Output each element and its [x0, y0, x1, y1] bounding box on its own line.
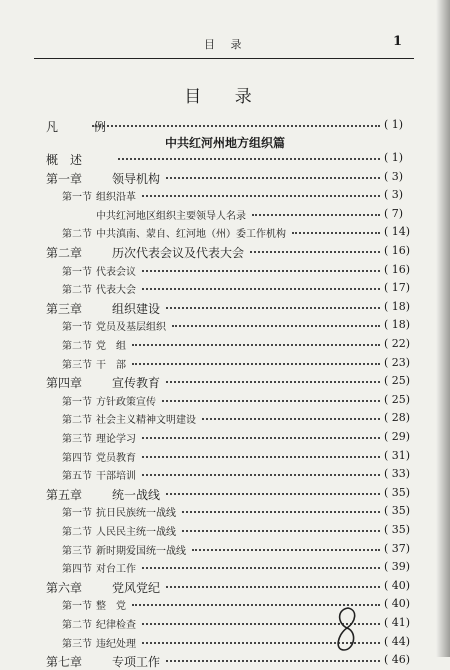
leader-dots	[142, 195, 380, 197]
toc-entry-page: ( 35)	[384, 523, 411, 536]
toc-entry-number: 第三节	[62, 359, 92, 371]
toc-entry-number: 第一节	[62, 192, 92, 204]
toc-entry-page: ( 46)	[384, 653, 411, 667]
toc-entry-title: 代表大会	[96, 285, 136, 297]
toc-entry-number: 第二章	[46, 246, 83, 260]
toc-entry-number: 第一章	[46, 171, 83, 186]
toc-entry-page: ( 3)	[384, 169, 404, 183]
toc-entry-number: 第二节	[62, 341, 92, 352]
toc-entry	[0, 559, 450, 577]
toc-entry-label	[62, 337, 126, 352]
toc-entry-number: 第二节	[62, 415, 92, 427]
toc-entry-title: 方针政策宣传	[96, 396, 156, 408]
toc-entry-title: 纪律检查	[96, 620, 136, 631]
toc-entry-label: 凡 例	[46, 120, 122, 134]
leader-dots	[202, 418, 380, 420]
leader-dots	[166, 493, 380, 495]
toc-entry-number: 第二节	[62, 527, 92, 538]
toc-entry-page: ( 1)	[384, 118, 404, 131]
toc-entry-title: 抗日民族统一战线	[96, 508, 176, 520]
toc-entry-label	[46, 170, 160, 187]
toc-entry	[0, 615, 450, 633]
toc-entry	[0, 187, 450, 205]
toc-entry-title: 干部培训	[96, 471, 136, 483]
toc-entry-title: 统一战线	[112, 487, 161, 502]
toc-entry-number: 第七章	[46, 655, 83, 670]
leader-dots	[292, 232, 380, 234]
toc-entry-page: ( 31)	[384, 448, 411, 462]
toc-entry-number: 第二节	[62, 620, 92, 631]
toc-entry	[0, 299, 450, 317]
toc-entry-label	[62, 430, 136, 445]
toc-entry-label	[46, 244, 244, 261]
toc-entry-title: 人民民主统一战线	[96, 527, 176, 538]
toc-entry-label	[62, 318, 166, 333]
leader-dots	[92, 125, 380, 127]
toc-entry	[0, 262, 450, 280]
leader-dots	[118, 158, 380, 160]
leader-dots	[142, 567, 380, 569]
toc-entry-label	[46, 486, 160, 503]
toc-entry-label	[62, 411, 196, 426]
toc-entry-label	[62, 635, 136, 650]
toc-entry-number: 第一节	[62, 508, 92, 520]
toc-entry-number: 第一节	[62, 396, 92, 408]
toc-entry-label	[62, 188, 136, 203]
toc-entry-title: 组织沿革	[96, 192, 136, 204]
toc-entry-page: ( 44)	[384, 634, 411, 648]
toc-entry-number: 第四章	[46, 376, 83, 391]
toc-entry-label	[96, 207, 246, 222]
leader-dots	[166, 660, 380, 662]
toc-entry	[0, 243, 450, 261]
toc-entry-label	[62, 449, 136, 464]
toc-entry	[0, 503, 450, 521]
toc-entry-page: ( 17)	[384, 281, 411, 295]
leader-dots	[166, 381, 380, 383]
toc-entry-page: ( 18)	[384, 299, 411, 313]
leader-dots	[162, 400, 380, 402]
handwritten-mark	[332, 604, 362, 654]
toc-entry-number: 第四节	[62, 564, 92, 576]
toc-entry	[0, 206, 450, 224]
toc-entry-page: ( 35)	[384, 485, 411, 499]
page-number: 1	[392, 34, 402, 49]
toc-entry-title: 中共红河地区组织主要领导人名录	[96, 210, 246, 222]
toc-entry-title: 宣传教育	[112, 376, 161, 391]
toc-entry-number: 概 述	[46, 153, 83, 167]
toc-entry	[0, 541, 450, 559]
toc-entry	[0, 392, 450, 410]
toc-entry-page: ( 1)	[384, 151, 404, 164]
toc-entry	[0, 169, 450, 187]
toc-entry-page: ( 25)	[384, 392, 411, 406]
header-rule	[34, 58, 414, 59]
toc-entry-page: ( 39)	[384, 560, 411, 574]
leader-dots	[142, 456, 380, 458]
toc-entry-title: 领导机构	[112, 171, 161, 186]
toc-entry	[0, 355, 450, 373]
leader-dots	[192, 549, 380, 551]
running-header-title: 目 录	[204, 38, 248, 51]
toc-entry-title: 干 部	[96, 359, 126, 371]
toc-entry-title: 对台工作	[96, 564, 136, 576]
toc-entry-page: ( 7)	[384, 206, 404, 220]
leader-dots	[182, 511, 380, 513]
toc-entry-title: 新时期爱国统一战线	[96, 545, 186, 557]
toc-entry-number: 第三节	[62, 434, 92, 445]
toc-entry-label	[62, 393, 156, 408]
toc-entry-number: 第三章	[46, 301, 83, 316]
toc-entry-label	[62, 523, 176, 538]
toc-entry	[0, 280, 450, 298]
toc-entry-label	[62, 281, 136, 296]
toc-entry-label	[62, 263, 136, 278]
leader-dots	[166, 586, 380, 588]
toc-entry-page: ( 28)	[384, 411, 411, 425]
leader-dots	[132, 344, 380, 346]
toc-entry	[0, 336, 450, 354]
toc-entry	[0, 485, 450, 503]
toc-entry-label	[46, 374, 160, 391]
toc-entry-page: ( 16)	[384, 262, 411, 276]
toc-entry-label	[62, 542, 186, 557]
toc-entry-label	[62, 597, 126, 612]
toc-entry-label	[46, 151, 112, 168]
leader-dots	[172, 325, 380, 327]
toc-entry	[0, 224, 450, 242]
toc-entry-fanli	[0, 117, 450, 135]
toc-entry-page: ( 18)	[384, 318, 411, 332]
toc-entry	[0, 429, 450, 447]
toc-entry-page: ( 33)	[384, 467, 411, 481]
toc-entry-label	[62, 616, 136, 631]
toc-entry	[0, 373, 450, 391]
toc-entry	[0, 634, 450, 652]
toc-entry-label	[62, 356, 126, 371]
leader-dots	[252, 214, 380, 216]
toc-entry	[0, 150, 450, 168]
toc-entry-title: 整 党	[96, 601, 126, 613]
toc-entry-page: ( 16)	[384, 244, 411, 257]
leader-dots	[166, 177, 380, 179]
toc-entry-page: ( 3)	[384, 188, 404, 202]
toc-entry-label	[62, 467, 136, 482]
leader-dots	[142, 270, 380, 272]
toc-entry-number: 第五章	[46, 487, 83, 502]
toc-entry	[0, 596, 450, 614]
toc-entry-title: 专项工作	[112, 655, 161, 670]
toc-entry-label	[62, 504, 176, 519]
toc-entry-number: 第三节	[62, 545, 92, 557]
toc-entry-label	[62, 225, 286, 240]
toc-entry-page: ( 25)	[384, 374, 411, 388]
toc-entry-page: ( 23)	[384, 355, 411, 369]
section-heading: 中共红河州地方组织篇	[164, 136, 285, 150]
leader-dots	[142, 437, 380, 439]
toc-entry-page: ( 41)	[384, 616, 411, 629]
toc-title: 目 录	[184, 87, 266, 107]
toc-entry-title: 党 组	[96, 341, 126, 352]
leader-dots	[250, 251, 380, 253]
toc-entry	[0, 448, 450, 466]
toc-entry-title: 历次代表会议及代表大会	[112, 246, 245, 260]
toc-entry-number: 第五节	[62, 471, 92, 483]
toc-entry-page: ( 40)	[384, 578, 411, 592]
toc-entry-title: 代表会议	[96, 266, 136, 278]
toc-entry-title: 理论学习	[96, 434, 136, 445]
toc-entry	[0, 652, 450, 670]
toc-entry-number: 第一节	[62, 601, 92, 613]
toc-entry	[0, 466, 450, 484]
toc-entry-label	[46, 653, 160, 670]
toc-entry-number: 第一节	[62, 266, 92, 278]
toc-entry-label	[62, 560, 136, 575]
toc-entry-label	[46, 579, 160, 596]
toc-entry-page: ( 14)	[384, 225, 411, 239]
toc-entry-page: ( 40)	[384, 597, 411, 611]
running-header	[34, 34, 412, 54]
toc-entry-title: 中共滇南、蒙自、红河地（州）委工作机构	[96, 229, 286, 241]
toc-entry-title: 党员教育	[96, 452, 136, 464]
toc-entry-page: ( 29)	[384, 430, 411, 443]
toc-entry-number: 第二节	[62, 285, 92, 297]
toc-entry-number: 第一节	[62, 322, 92, 334]
toc-entry-page: ( 37)	[384, 541, 411, 555]
toc-entry-title: 违纪处理	[96, 638, 136, 650]
toc-entry-page: ( 35)	[384, 504, 411, 518]
toc-entry-title: 党员及基层组织	[96, 322, 166, 334]
leader-dots	[132, 363, 380, 365]
toc-entry-title: 组织建设	[112, 301, 161, 316]
leader-dots	[182, 530, 380, 532]
toc-entry-label	[46, 300, 160, 317]
toc-entry	[0, 410, 450, 428]
leader-dots	[166, 307, 380, 309]
toc-entry-number: 第三节	[62, 638, 92, 650]
toc-entry	[0, 522, 450, 540]
toc-entry-number: 第六章	[46, 580, 83, 595]
toc-entry	[0, 578, 450, 596]
toc-entry-number: 第四节	[62, 452, 92, 464]
toc-entry-title: 社会主义精神文明建设	[96, 415, 196, 427]
toc-entry-page: ( 22)	[384, 337, 411, 350]
toc-entry-title: 党风党纪	[112, 580, 161, 595]
toc-entry	[0, 317, 450, 335]
leader-dots	[142, 288, 380, 290]
toc-entry-number: 第二节	[62, 229, 92, 241]
leader-dots	[142, 474, 380, 476]
